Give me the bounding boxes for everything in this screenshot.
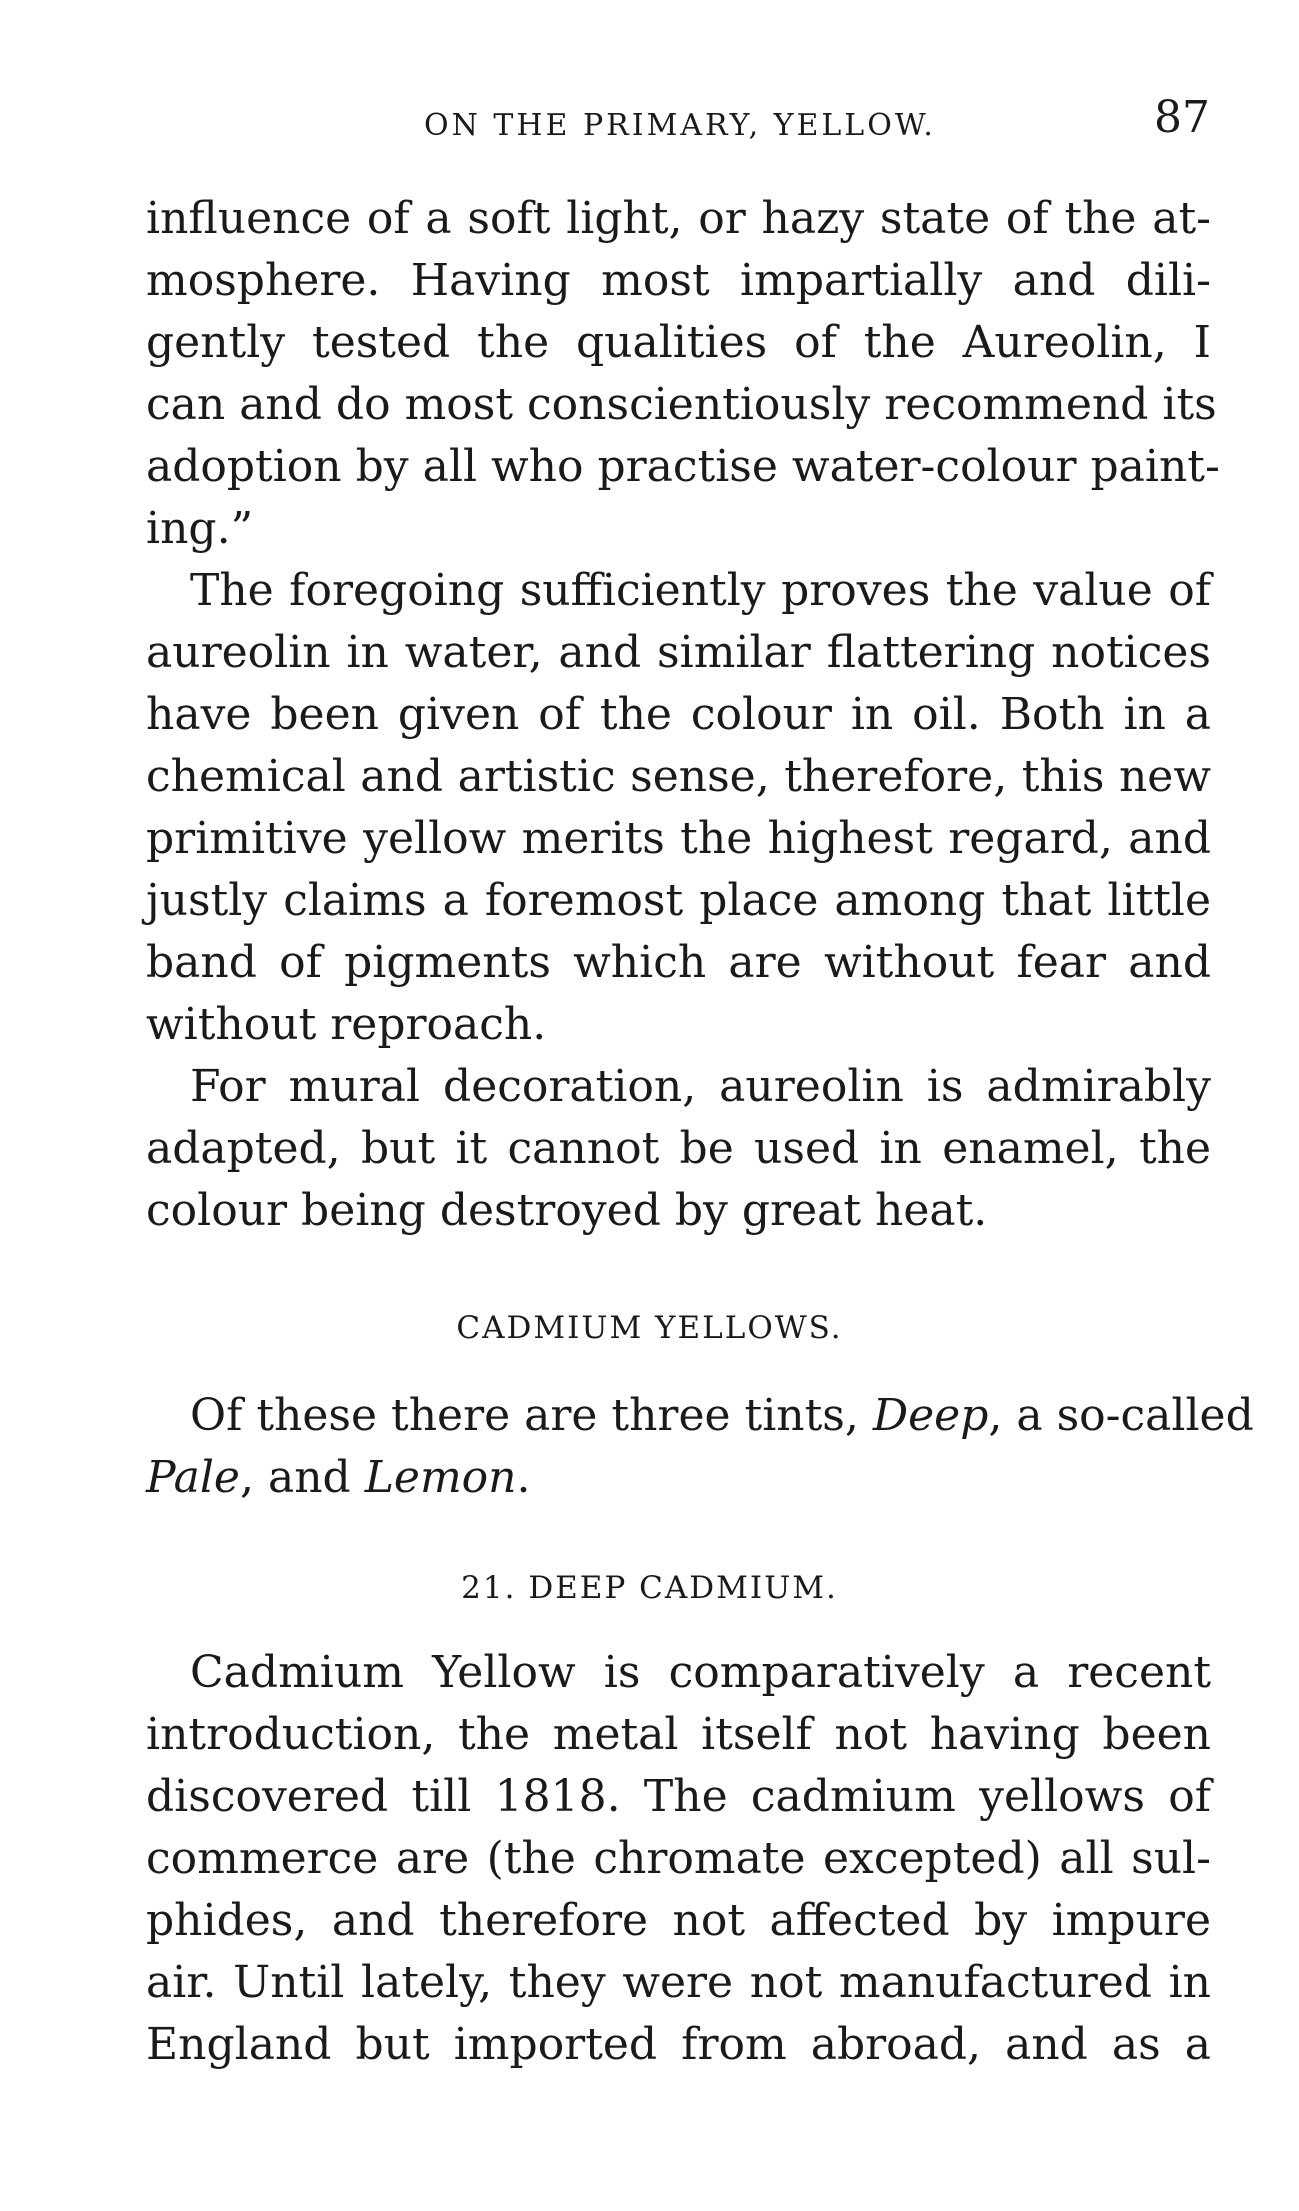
text-line: air. Until lately, they were not manufactured in bbox=[146, 1957, 1211, 2008]
text-line: England but imported from abroad, and as a bbox=[146, 2019, 1211, 2070]
text-line: discovered till 1818. The cadmium yellows of bbox=[146, 1771, 1211, 1822]
text-run: . bbox=[516, 1452, 531, 1503]
running-title: ON THE PRIMARY, YELLOW. bbox=[424, 108, 936, 143]
text-line: can and do most conscientiously recommend its bbox=[146, 379, 1217, 430]
text-line: have been given of the colour in oil. Both in a bbox=[146, 689, 1211, 740]
text-line: adapted, but it cannot be used in enamel, the bbox=[146, 1123, 1211, 1174]
text-line: aureolin in water, and similar flattering notices bbox=[146, 627, 1211, 678]
text-line: The foregoing sufficiently proves the value of bbox=[190, 565, 1211, 616]
text-line bbox=[146, 1447, 1211, 1509]
text-line: introduction, the metal itself not having been bbox=[146, 1709, 1211, 1760]
text-line: influence of a soft light, or hazy state of the at- bbox=[146, 193, 1211, 244]
italic-deep: Deep bbox=[872, 1390, 989, 1441]
italic-pale: Pale bbox=[146, 1452, 240, 1503]
text-run: Of these there are three tints, bbox=[190, 1390, 873, 1441]
text-line: commerce are (the chromate excepted) all sul- bbox=[146, 1833, 1211, 1884]
text-line: ing.” bbox=[146, 503, 254, 554]
text-line: mosphere. Having most impartially and dili- bbox=[146, 255, 1211, 306]
text-line: band of pigments which are without fear and bbox=[146, 937, 1211, 988]
text-line: chemical and artistic sense, therefore, this new bbox=[146, 751, 1211, 802]
text-line: For mural decoration, aureolin is admirably bbox=[190, 1061, 1211, 1112]
section-heading-deep-cadmium: 21. DEEP CADMIUM. bbox=[461, 1570, 838, 1606]
text-line: primitive yellow merits the highest regard, and bbox=[146, 813, 1211, 864]
text-line: colour being destroyed by great heat. bbox=[146, 1185, 988, 1236]
text-line: Cadmium Yellow is comparatively a recent bbox=[190, 1647, 1211, 1698]
text-line: adoption by all who practise water-colour paint- bbox=[146, 441, 1220, 492]
text-line: without reproach. bbox=[146, 999, 547, 1050]
section-heading-cadmium-yellows: CADMIUM YELLOWS. bbox=[456, 1310, 843, 1346]
text-run: , a so-called bbox=[988, 1390, 1254, 1441]
text-line: justly claims a foremost place among that little bbox=[146, 875, 1211, 926]
text-line: gently tested the qualities of the Aureolin, I bbox=[146, 317, 1211, 368]
text-line: phides, and therefore not affected by impure bbox=[146, 1895, 1211, 1946]
running-head bbox=[0, 92, 1299, 152]
italic-lemon: Lemon bbox=[364, 1452, 517, 1503]
text-line bbox=[190, 1385, 1254, 1447]
page-number: 87 bbox=[1154, 92, 1210, 143]
text-run: , and bbox=[239, 1452, 365, 1503]
